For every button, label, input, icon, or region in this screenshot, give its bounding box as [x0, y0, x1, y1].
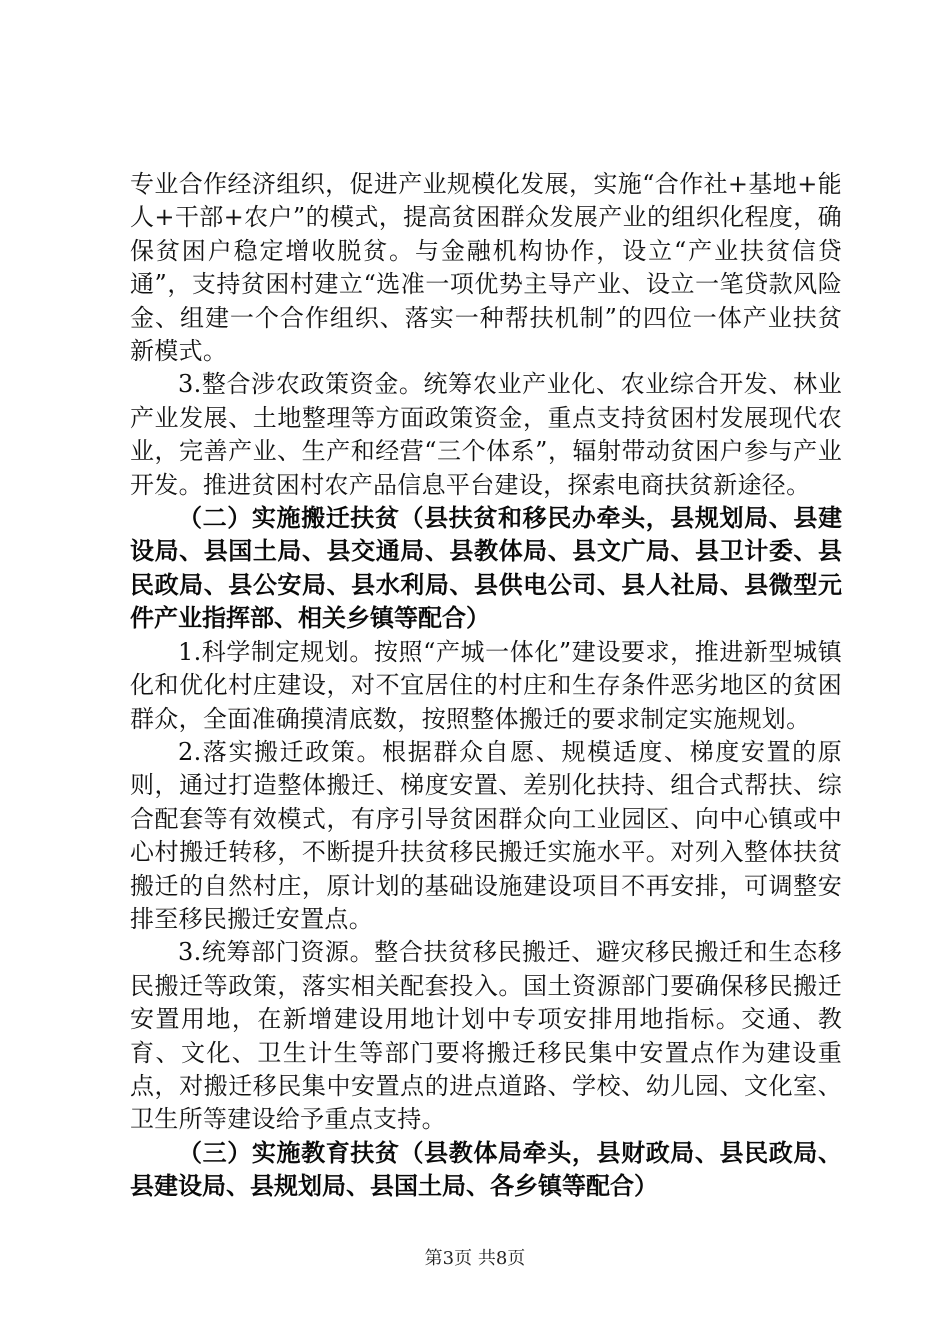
- paragraph-department-resources: 3.统筹部门资源。整合扶贫移民搬迁、避灾移民搬迁和生态移民搬迁等政策，落实相关配套投入。国土资源部门要确保移民搬迁安置用地，在新增建设用地计划中专项安排用地指标。交通、教育、文化、卫生计生等部门要将搬迁移民集中安置点作为建设重点，对搬迁移民集中安置点的进点道路、学校、幼儿园、文化室、卫生所等建设给予重点支持。: [130, 938, 842, 1134]
- page-number-footer: 第3页 共8页: [424, 1248, 526, 1269]
- document-body: [130, 168, 842, 1204]
- paragraph-relocation-policy: 2.落实搬迁政策。根据群众自愿、规模适度、梯度安置的原则，通过打造整体搬迁、梯度安置、差别化扶持、组合式帮扶、综合配套等有效模式，有序引导贫困群众向工业园区、向中心镇或中心村搬迁转移，不断提升扶贫移民搬迁实施水平。对列入整体扶贫搬迁的自然村庄，原计划的基础设施建设项目不再安排，可调整安排至移民搬迁安置点。: [130, 737, 842, 933]
- paragraph-integrate-agri-funds: 3.整合涉农政策资金。统筹农业产业化、农业综合开发、林业产业发展、土地整理等方面政策资金，重点支持贫困村发展现代农业，完善产业、生产和经营“三个体系”，辐射带动贫困户参与产业开发。推进贫困村农产品信息平台建设，探索电商扶贫新途径。: [130, 370, 842, 499]
- paragraph-cooperative-model: 专业合作经济组织，促进产业规模化发展，实施“合作社+基地+能人+干部+农户”的模式，提高贫困群众发展产业的组织化程度，确保贫困户稳定增收脱贫。与金融机构协作，设立“产业扶贫信贷通”，支持贫困村建立“选准一项优势主导产业、设立一笔贷款风险金、组建一个合作组织、落实一种帮扶机制”的四位一体产业扶贫新模式。: [130, 170, 842, 366]
- section-heading-relocation: （二）实施搬迁扶贫（县扶贫和移民办牵头，县规划局、县建设局、县国土局、县交通局、县教体局、县文广局、县卫计委、县民政局、县公安局、县水利局、县供电公司、县人社局、县微型元件产业指挥部、相关乡镇等配合）: [130, 504, 842, 633]
- paragraph-planning: 1.科学制定规划。按照“产城一体化”建设要求，推进新型城镇化和优化村庄建设，对不宜居住的村庄和生存条件恶劣地区的贫困群众，全面准确摸清底数，按照整体搬迁的要求制定实施规划。: [130, 637, 842, 733]
- section-heading-education: （三）实施教育扶贫（县教体局牵头，县财政局、县民政局、县建设局、县规划局、县国土局、各乡镇等配合）: [130, 1138, 842, 1201]
